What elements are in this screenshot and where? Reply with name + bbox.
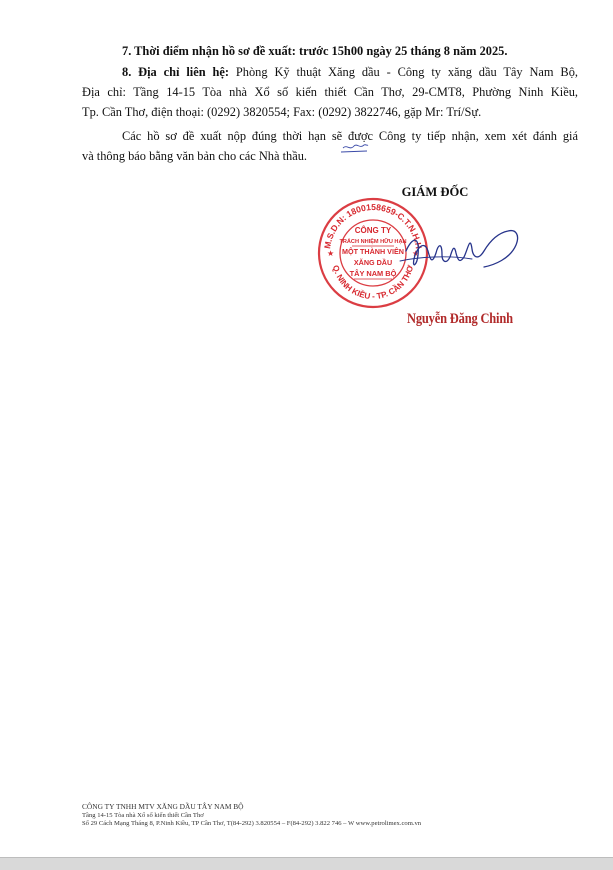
closing-paragraph-line-1: Các hồ sơ đề xuất nộp đúng thời hạn sẽ được Công ty tiếp nhận, xem xét đánh giá: [122, 129, 578, 143]
seal-inner-line-4: XĂNG DẦU: [353, 258, 393, 267]
section-8-contact-line-2: Địa chỉ: Tầng 14-15 Tòa nhà Xổ số kiến thiết Cần Thơ, 29-CMT8, Phường Ninh Kiều,: [82, 85, 578, 99]
seal-star-right: ★: [412, 249, 420, 258]
section-8-department: Phòng Kỹ thuật Xăng dầu - Công ty xăng dầu Tây Nam Bộ,: [229, 65, 578, 79]
footer-address-2: Số 29 Cách Mạng Tháng 8, P.Ninh Kiều, TP Cần Thơ, T(84-292) 3.820554 – F(84-292) 3.822 746 – W www.petrolimex.com.vn: [82, 820, 422, 827]
seal-inner-line-1: CÔNG TY: [354, 226, 392, 235]
closing-paragraph-line-2: và thông báo bằng văn bản cho các Nhà thầu.: [82, 149, 308, 163]
signer-name: Nguyễn Đăng Chinh: [407, 311, 513, 327]
seal-outer-top-text: M.S.D.N: 1800158659-C.T.N.H.H: [322, 201, 424, 250]
initial-mark: [340, 140, 370, 158]
handwritten-signature: [398, 221, 528, 285]
seal-inner-line-2: TRÁCH NHIỆM HỮU HẠN: [339, 239, 407, 245]
section-8-contact-line-3: Tp. Cần Thơ, điện thoại: (0292) 3820554; Fax: (0292) 3822746, gặp Mr: Trí/Sự.: [82, 105, 482, 119]
seal-inner-line-3: MỘT THÀNH VIÊN: [342, 247, 404, 256]
signature-title: GIÁM ĐỐC: [401, 185, 469, 199]
seal-inner-line-5: TÂY NAM BỘ: [349, 269, 397, 278]
seal-outer-bottom-text: Q. NINH KIỀU - TP. CẦN THƠ: [330, 264, 416, 301]
section-7-deadline: 7. Thời điểm nhận hồ sơ đề xuất: trước 15h00 ngày 25 tháng 8 năm 2025.: [122, 44, 508, 58]
footer-address-1: Tầng 14-15 Tòa nhà Xổ số kiến thiết Cần Thơ: [82, 812, 204, 819]
section-8-label: 8. Địa chỉ liên hệ:: [122, 65, 230, 79]
section-8-contact-line-1: [122, 64, 578, 80]
footer-company: CÔNG TY TNHH MTV XĂNG DẦU TÂY NAM BỘ: [82, 802, 244, 811]
seal-star-left: ★: [327, 249, 335, 258]
viewer-bottom-bar: [0, 857, 613, 870]
